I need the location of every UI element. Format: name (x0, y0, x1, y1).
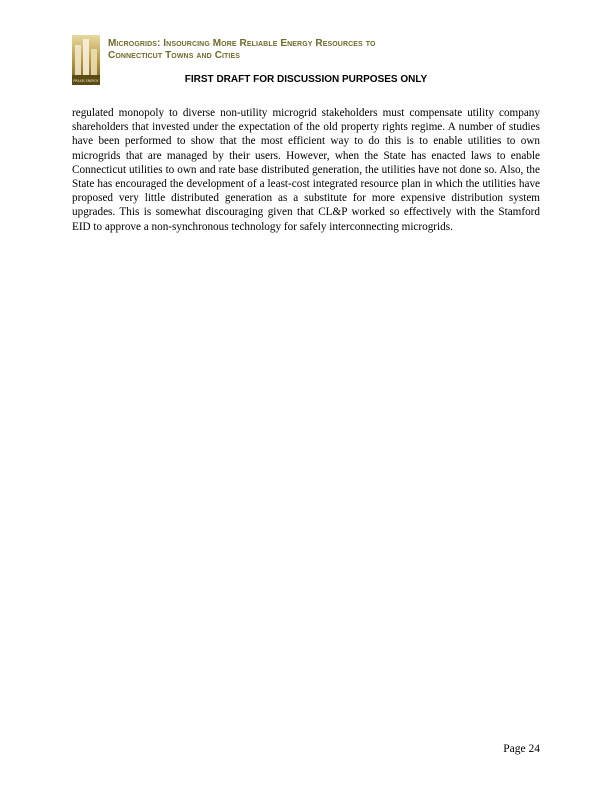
document-title-line-1: Microgrids: Insourcing More Reliable Energy Resources to (108, 38, 376, 49)
document-title (108, 38, 528, 62)
document-title-line-2: Connecticut Towns and Cities (108, 50, 241, 61)
page-number: Page 24 (503, 743, 540, 755)
body-paragraph: regulated monopoly to diverse non-utility microgrid stakeholders must compensate utility company shareholders that invested under the expectation of the old property rights regime. A number of studies have been performed to show that the most efficient way to do this is to enable utilities to own microgrids that are managed by their users. However, when the State has enacted laws to enable Connecticut utilities to own and rate base distributed generation, the utilities have not done so. Also, the State has encouraged the development of a least-cost integrated resource plan in which the utilities have proposed very little distributed generation as a substitute for more expensive distribution system upgrades. This is somewhat discouraging given that CL&P worked so effectively with the Stamford EID to approve a non-synchronous technology for safely interconnecting microgrids. (72, 107, 540, 233)
draft-notice: FIRST DRAFT FOR DISCUSSION PURPOSES ONLY (184, 74, 428, 85)
logo-text: PRAXIS ENERGY (73, 79, 99, 83)
